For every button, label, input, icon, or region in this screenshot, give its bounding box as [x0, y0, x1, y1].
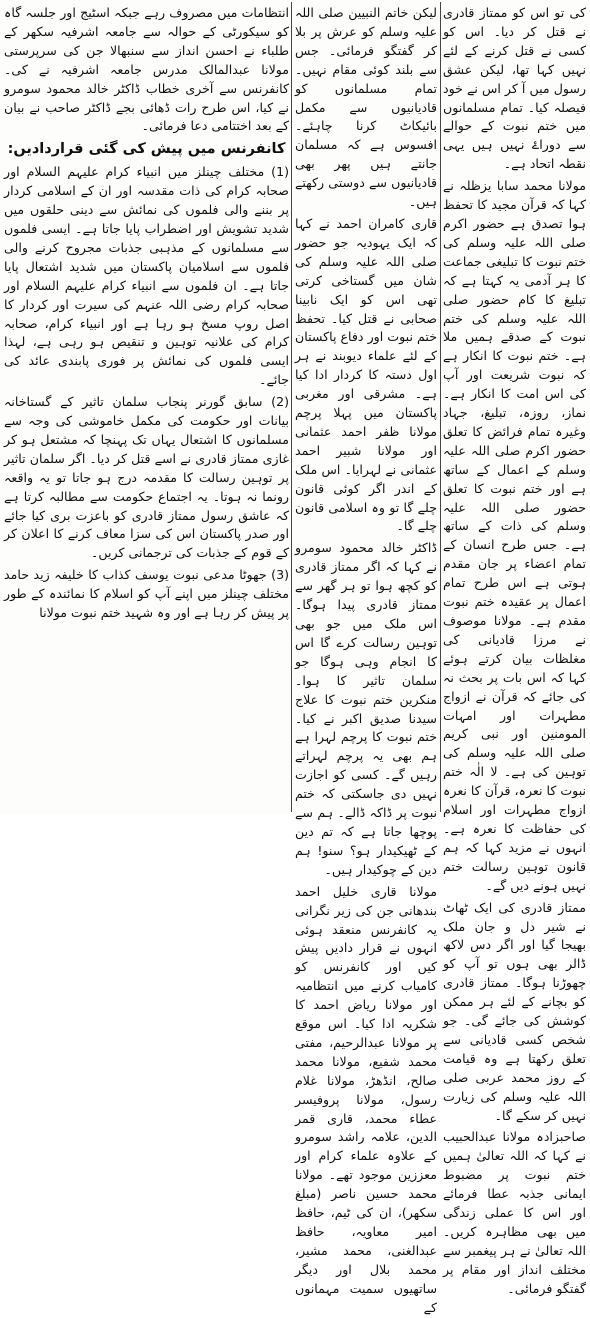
- paragraph: لیکن خاتم النبیین صلی اللہ علیہ وسلم کو عرش پر بلا کر گفتگو فرمائی۔ جس سے بلند کوئی مقام نہیں۔ تمام مسلمانوں کو قادیانیوں سے مکمل بائیکاٹ کرنا چاہئے۔ افسوس ہے کہ مسلمان جانتے ہیں پھر بھی قادیانیوں سے دوستی رکھتے ہیں۔: [295, 5, 437, 210]
- resolutions-heading: کانفرنس میں پیش کی گئی قراردادیں:: [7, 141, 286, 158]
- paragraph: صاحبزادہ مولانا عبدالحبیب نے کہا کہ اللہ تعالیٰ ہمیں ختم نبوت پر مضبوط ایمانی جذبہ عطا فرمائے اور اس کا عملی زندگی میں بھی مظاہرہ کریں۔ اللہ تعالیٰ نے ہر پیغمبر سے مختلف انداز اور مقام پر گفتگو فرمائی۔: [443, 1129, 586, 1296]
- column-left: [4, 4, 289, 810]
- paragraph: مولانا قاری خلیل احمد بندھانی جن کی زیر نگرانی یہ کانفرنس منعقد ہوئی انہوں نے قرار دادیں پیش کیں اور کانفرنس کو کامیاب کرنے میں انتظامیہ اور مولانا ریاض احمد کا شکریہ ادا کیا۔ اس موقع پر مولانا عبدالرحیم، مفتی محمد شفیع، مولانا محمد صالح، انڈھڑ، مولانا غلام رسول، مولانا پروفیسر عطاء محمد، قاری قمر الدین، علامہ راشد سومرو کے علاوہ علماء کرام اور معززین موجود تھے۔ مولانا محمد حسین ناصر (مبلغ سکھر)، ان کی ٹیم، حافظ امیر معاویہ، حافظ عبدالغنی، محمد مشیر، محمد بلال اور دیگر ساتھیوں سمیت مہمانوں کے: [295, 883, 437, 1315]
- paragraph: ممتاز قادری کی ایک ٹھاٹ نے شیر دل و جان ملک بھیجا گیا اور اگر دس لاکھ ڈالر بھی ہوں تو آپ کو چھوڑنا ہوگا۔ ممتاز قادری کو بچانے کے لئے ہر ممکن کوشش کی جائے گی۔ جو شخص کسی قادیانی سے تعلق رکھتا ہے وہ قیامت کے روز محمد عربی صلی اللہ علیہ وسلم کی زیارت نہیں کر سکے گا۔: [443, 899, 586, 1123]
- resolution-item: (1) مختلف چینلز میں انبیاء کرام علیہم السلام اور صحابہ کرام کی ذات مقدسہ اور ان کے اسلامی کردار پر بننے والی فلموں کی نمائش سے دینی حلقوں میں شدید تشویش اور اضطراب پایا جاتا ہے۔ ایسی فلموں سے مسلمانوں کے مذہبی جذبات مجروح کرنے والی فلموں سے اسلامیان پاکستان میں شدید اشتعال پایا جاتا ہے۔ ان فلموں سے انبیاء کرام علیہم السلام اور صحابہ کرام رضی اللہ عنہم کی سیرت اور کردار کا اصل روپ مسخ ہو رہا ہے اور انبیاء کرام، صحابہ کرام کی علانیہ توہین و تنقیص ہو رہی ہے، لہذا ایسی فلموں کی نمائش پر فوری پابندی عائد کی جائے۔: [4, 164, 289, 388]
- paragraph: ڈاکٹر خالد محمود سومرو نے کہا کہ اگر ممتاز قادری کو کچھ ہوا تو ہر گھر سے ممتاز قادری پیدا ہوگا۔ اس ملک میں جو بھی توہین رسالت کرے گا اس کا انجام وہی ہوگا جو سلمان تاثیر کا ہوا۔ منکرین ختم نبوت کا علاج سیدنا صدیق اکبر نے کیا۔ ختم نبوت کا پرچم لہرا ہے ہم بھی یہ پرچم لہراتے رہیں گے۔ کسی کو اجازت نہیں دی جاسکتی کہ ختم نبوت پر ڈاکہ ڈالے۔ ہم سے پوچھا جاتا ہے کہ تم دین کے ٹھیکیدار ہو؟ سنو! ہم دین کے چوکیدار ہیں۔: [295, 540, 437, 877]
- paragraph: مولانا محمد سابا یزظلہ نے کہا کہ قرآن مجید کا تحفظ ہوا تصدق ہے حضور اکرم صلی اللہ علیہ وسلم کی ختم نبوت کا تبلیغی جماعت کا ہر آدمی یہ کہتا ہے کہ تبلیغ کا کام حضور صلی اللہ علیہ وسلم کی ختم نبوت کے صدقے ہمیں ملا ہے۔ ختم نبوت کا انکار ہے کہ نبوت شریعت اور آپ کی اس امت کا انکار ہے۔ نماز، روزہ، تبلیغ، جہاد وغیرہ تمام فرائض کا تعلق حضور اکرم صلی اللہ علیہ وسلم کے اعمال کے ساتھ ہے اور ختم نبوت کا تعلق حضور صلی اللہ علیہ وسلم کی ذات کے ساتھ ہے۔ جس طرح انسان کے تمام اعضاء پر جان مقدم ہوتی ہے اس طرح تمام اعمال پر عقیدہ ختم نبوت مقدم ہے۔ مولانا موصوف نے مرزا قادیانی کی مغلظات بیان کرتے ہوئے کہا کہ اس بات پر بحث نہ کی جائے کہ قرآن نے ازواج مطہرات اور امہات المومنین اور نبی کریم صلی اللہ علیہ وسلم کی توہین کی ہے۔ لا الٰہ ختم نبوت کا نعرہ، قرآن کا نعرہ ازواج مطہرات اور اسلام کی حفاظت کا نعرہ ہے۔ انہوں نے مزید کہا کہ ہم قانون توہین رسالت ختم نہیں ہونے دیں گے۔: [443, 178, 586, 893]
- paragraph: کی تو اس کو ممتاز قادری نے قتل کر دیا۔ اس کو کسی نے قتل کرنے کے لئے نہیں کہا تھا، لیکن عشق رسول میں آ کر اس نے خود فیصلہ کیا۔ تمام مسلمانوں میں ختم نبوت کے حوالے سے دوراۓ نہیں ہیں یہی نقطہ اتحاد ہے۔: [443, 5, 586, 172]
- column-divider: [440, 2, 441, 812]
- column-right: [443, 4, 586, 1296]
- paragraph: انتظامات میں مصروف رہے جبکہ اسٹیج اور جلسہ گاہ کو سیکورٹی کے حوالہ سے جامعہ اشرفیہ سکھر کے طلباء نے احسن انداز سے سنبھالا جن کی سرپرستی مولانا عبدالمالک مدرس جامعہ اشرفیہ نے کی۔ کانفرنس سے آخری خطاب ڈاکٹر خالد محمود سومرو نے کیا، اس طرح رات ڈھائی بجے ڈاکٹر صاحب نے بیان کے بعد اختتامی دعا فرمائی۔: [4, 5, 289, 134]
- paragraph: قاری کامران احمد نے کہا کہ ایک یہودیہ جو حضور صلی اللہ علیہ وسلم کی شان میں گستاخی کرتی تھی اس کو ایک نابینا صحابی نے قتل کیا۔ تحفظ ختم نبوت اور دفاع پاکستان کے لئے علماء دیوبند نے ہر اول دستہ کا کردار ادا کیا ہے۔ مشرقی اور مغربی پاکستان میں پہلا پرچم مولانا ظفر احمد عثمانی اور مولانا شبیر احمد عثمانی نے لہرایا۔ اس ملک کے اندر اگر کوئی قانون چلے گا تو وہ اسلامی قانون چلے گا۔: [295, 215, 437, 534]
- column-middle: [295, 4, 437, 1315]
- resolution-item: (2) سابق گورنر پنجاب سلمان تاثیر کے گستاخانہ بیانات اور حکومت کی مکمل خاموشی کی وجہ سے مسلمانوں کا اشتعال یہاں تک پہنچا کہ مشتعل ہو کر غازی ممتاز قادری نے اسے قتل کر دیا۔ اگر سلمان تاثیر پر توہین رسالت کا مقدمہ درج ہو جاتا تو یہ واقعہ رونما نہ ہوتا۔ یہ اجتماع حکومت سے مطالبہ کرتا ہے کہ عاشق رسول ممتاز قادری کو باعزت بری کیا جائے اور صدر پاکستان اس کی سزا معاف کرنے کا اعلان کر کے قوم کے جذبات کی ترجمانی کریں۔: [4, 394, 289, 561]
- column-divider: [291, 2, 292, 812]
- resolution-item: (3) جھوٹا مدعی نبوت یوسف کذاب کا خلیفہ زید حامد مختلف چینلز میں اپنے آپ کو اسلام کا نمائندہ کے طور پر پیش کر رہا ہے اور وہ شہید ختم نبوت مولانا: [4, 567, 289, 621]
